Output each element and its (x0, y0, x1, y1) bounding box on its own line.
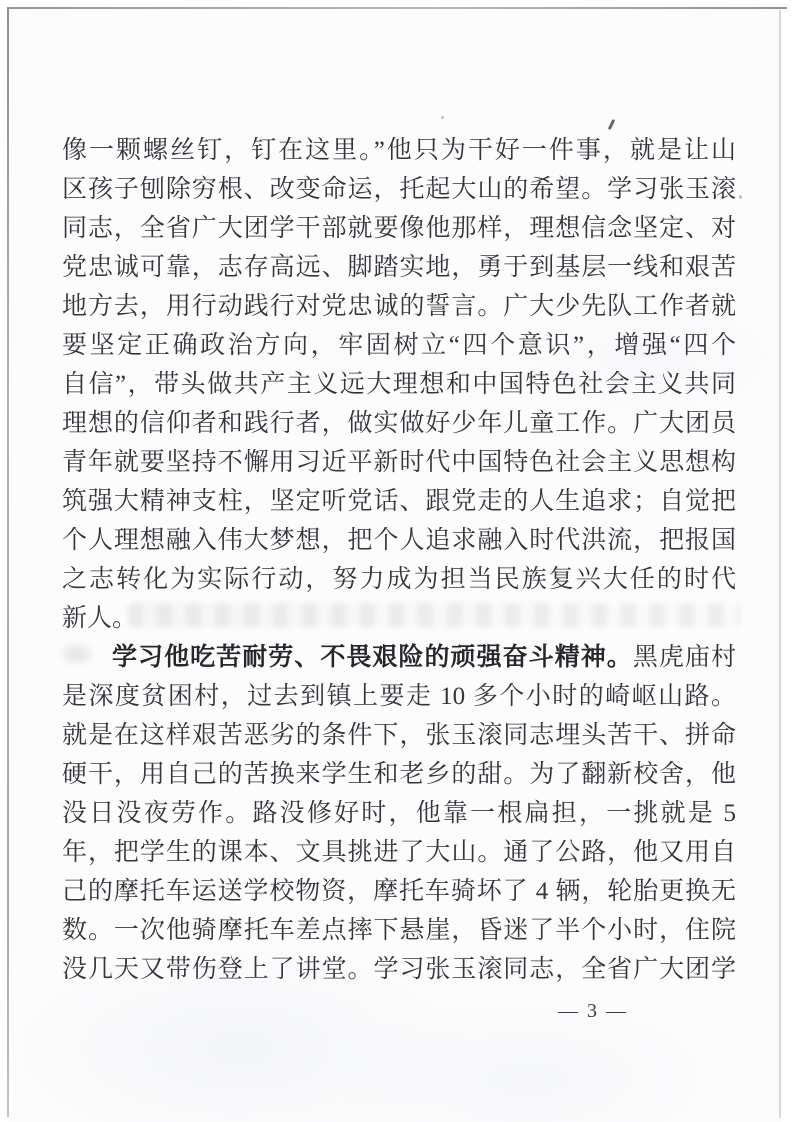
text-line: 个人理想融入伟大梦想，把个人追求融入时代洪流，把报国 (62, 527, 736, 554)
page-number: — 3 — (558, 1000, 628, 1022)
text-line: 自信”，带头做共产主义远大理想和中国特色社会主义共同 (62, 371, 736, 398)
text-line: 是深度贫困村，过去到镇上要走 10 多个小时的崎岖山路。 (62, 683, 736, 710)
text-line: 己的摩托车运送学校物资，摩托车骑坏了 4 辆，轮胎更换无 (62, 878, 736, 905)
paragraph-lead-bold: 学习他吃苦耐劳、不畏艰险的顽强奋斗精神。 (112, 643, 633, 671)
text-line: 青年就要坚持不懈用习近平新时代中国特色社会主义思想构 (62, 449, 736, 476)
scan-edge-left (7, 7, 9, 1117)
text-line: 就是在这样艰苦恶劣的条件下，张玉滚同志埋头苦干、拼命 (62, 722, 736, 749)
text-line: 之志转化为实际行动，努力成为担当民族复兴大任的时代 (62, 566, 736, 593)
scan-speck (739, 195, 742, 199)
text-line: 数。一次他骑摩托车差点摔下悬崖，昏迷了半个小时，住院 (62, 917, 736, 944)
text-line: 像一颗螺丝钉，钉在这里。”他只为干好一件事，就是让山 (62, 137, 736, 164)
text-line: 地方去，用行动践行对党忠诚的誓言。广大少先队工作者就 (62, 293, 736, 320)
text-line: 硬干，用自己的苦换来学生和老乡的甜。为了翻新校舍，他 (62, 761, 736, 788)
paragraph-lead-rest: 黑虎庙村 (632, 644, 736, 671)
text-line: 要坚定正确政治方向，牢固树立“四个意识”，增强“四个 (62, 332, 736, 359)
text-line: 没几天又带伤登上了讲堂。学习张玉滚同志，全省广大团学 (62, 956, 736, 983)
text-line: 理想的信仰者和践行者，做实做好少年儿童工作。广大团员 (62, 410, 736, 437)
text-line: 年，把学生的课本、文具挑进了大山。通了公路，他又用自 (62, 839, 736, 866)
scan-edge-top (8, 7, 787, 9)
body-text (62, 131, 736, 989)
paragraph-lead-line (62, 638, 736, 677)
text-line: 同志，全省广大团学干部就要像他那样，理想信念坚定、对 (62, 215, 736, 242)
scan-speck (441, 116, 444, 119)
text-line: 筑强大精神支柱，坚定听党话、跟党走的人生追求；自觉把 (62, 488, 736, 515)
paragraph-end-line: 新人。 (62, 605, 138, 632)
scan-edge-right (779, 10, 781, 1118)
text-line: 党忠诚可靠，志存高远、脚踏实地，勇于到基层一线和艰苦 (62, 254, 736, 281)
text-line: 区孩子刨除穷根、改变命运，托起大山的希望。学习张玉滚 (62, 176, 736, 203)
text-line: 没日没夜劳作。路没修好时，他靠一根扁担，一挑就是 5 (62, 800, 736, 827)
